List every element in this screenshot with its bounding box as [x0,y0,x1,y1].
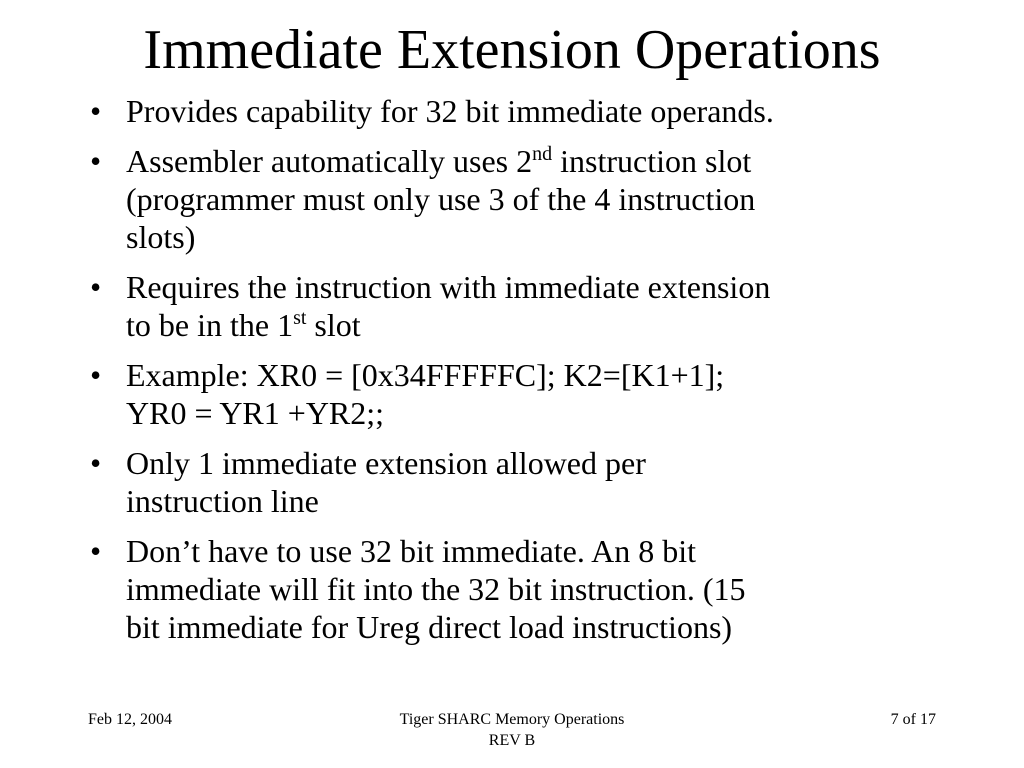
bullet-line: Don’t have to use 32 bit immediate. An 8 bit [126,533,696,569]
bullet-line: Example: XR0 = [0x34FFFFFC]; K2=[K1+1]; [126,357,725,393]
bullet-text-part: slot [306,307,361,343]
bullet-line: YR0 = YR1 +YR2;; [126,395,385,431]
bullet-text-part: instruction slot [552,143,752,179]
footer-title-line: Tiger SHARC Memory Operations [399,711,625,728]
bullet-line [126,307,361,343]
bullet-dot: • [90,143,102,179]
bullet-dot: • [90,445,102,481]
footer-title [312,709,712,751]
bullet-line: instruction line [126,483,319,519]
bullet-text: Provides capability for 32 bit immediate operands. [126,93,774,129]
bullet-line: (programmer must only use 3 of the 4 instruction [126,181,756,217]
bullet-line: bit immediate for Ureg direct load instructions) [126,609,733,645]
bullet-item-1 [90,92,950,130]
slide-title: Immediate Extension Operations [143,19,881,81]
bullet-text-part: Assembler automatically uses 2 [126,143,533,179]
superscript: nd [532,143,553,165]
bullet-item-5 [90,444,950,520]
bullet-line: slots) [126,219,196,255]
bullet-dot: • [90,533,102,569]
bullet-line [126,143,751,179]
bullet-list [90,92,950,658]
footer-date: Feb 12, 2004 [88,711,172,728]
bullet-line: immediate will fit into the 32 bit instruction. (15 [126,571,746,607]
superscript: st [293,307,307,329]
bullet-dot: • [90,269,102,305]
footer-revision: REV B [488,732,536,749]
bullet-dot: • [90,357,102,393]
bullet-item-3 [90,268,950,344]
bullet-line: Requires the instruction with immediate extension [126,269,771,305]
bullet-line: Only 1 immediate extension allowed per [126,445,646,481]
page-number: 7 of 17 [890,711,936,728]
bullet-item-4 [90,356,950,432]
bullet-item-6 [90,532,950,646]
bullet-dot: • [90,93,102,129]
bullet-item-2 [90,142,950,256]
bullet-text-part: to be in the 1 [126,307,294,343]
